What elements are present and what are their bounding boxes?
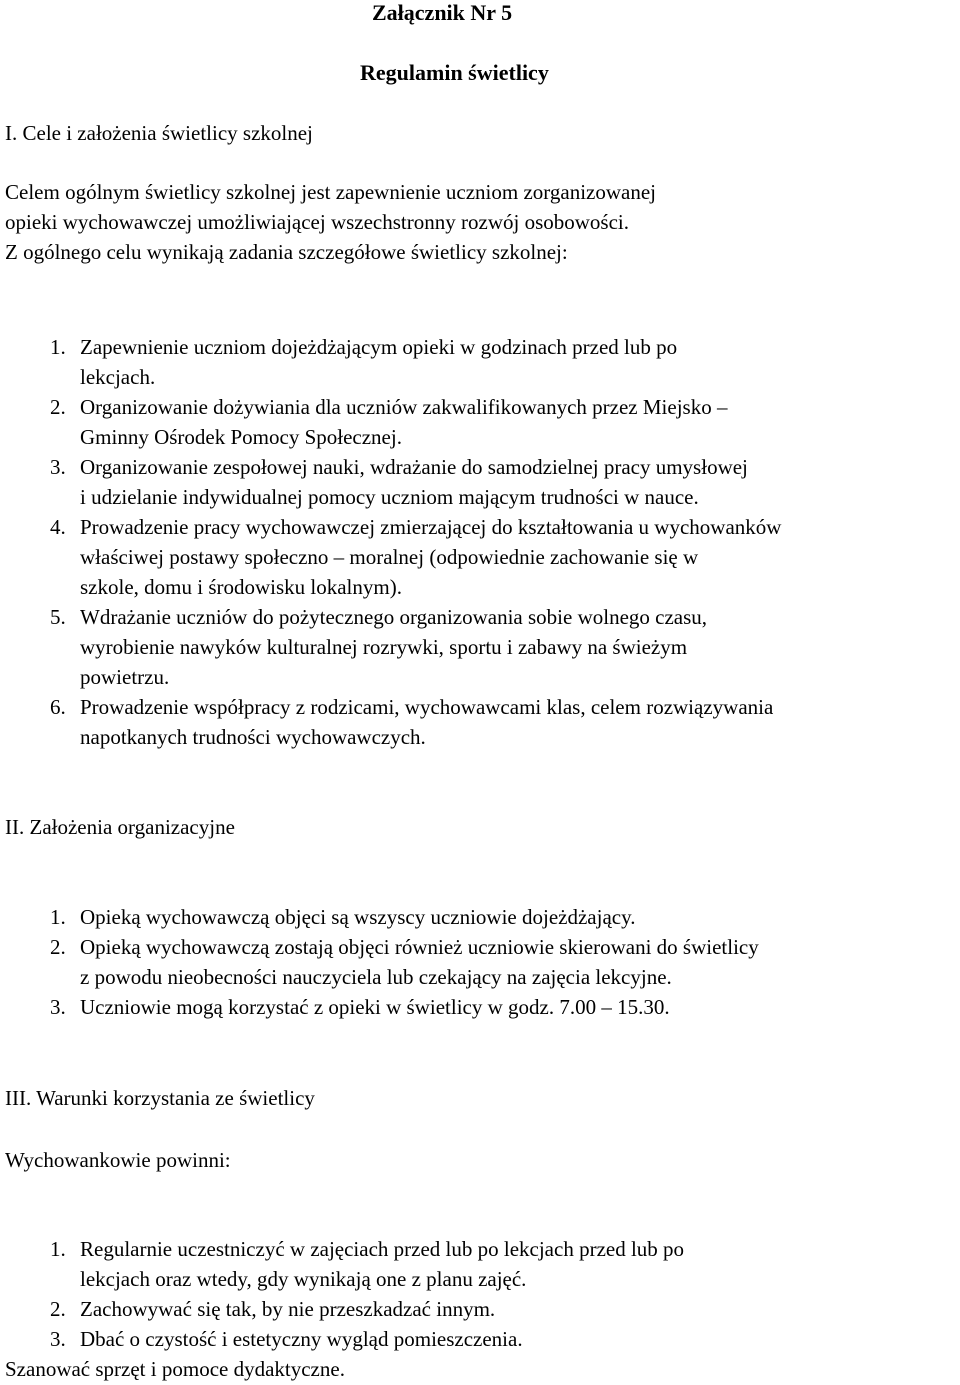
item-number: 4. — [50, 515, 66, 539]
trailing-line: Szanować sprzęt i pomoce dydaktyczne. — [5, 1357, 345, 1381]
intro-line: opieki wychowawczej umożliwiającej wszechstronny rozwój osobowości. — [5, 210, 629, 234]
list-item — [50, 1234, 684, 1294]
list-item — [50, 602, 781, 692]
item-number: 3. — [50, 1327, 66, 1351]
item-line: Opieką wychowawczą objęci są wszyscy uczniowie dojeżdżający. — [80, 905, 636, 929]
list-item — [50, 512, 781, 602]
item-line: Wdrażanie uczniów do pożytecznego organizowania sobie wolnego czasu, — [80, 605, 708, 629]
section-1-intro — [5, 177, 656, 267]
item-line: właściwej postawy społeczno – moralnej (odpowiednie zachowanie się w — [80, 545, 699, 569]
item-line: Organizowanie dożywiania dla uczniów zakwalifikowanych przez Miejsko – — [80, 395, 728, 419]
item-number: 2. — [50, 1297, 66, 1321]
item-line: i udzielanie indywidualnej pomocy uczniom mającym trudności w nauce. — [80, 485, 699, 509]
list-item — [50, 902, 759, 932]
item-line: Zachowywać się tak, by nie przeszkadzać innym. — [80, 1297, 496, 1321]
item-line: lekcjach. — [80, 365, 156, 389]
section-1-list — [50, 332, 781, 752]
document-title: Regulamin świetlicy — [360, 60, 549, 85]
list-item — [50, 1294, 684, 1324]
item-line: Opieką wychowawczą zostają objęci również uczniowie skierowani do świetlicy — [80, 935, 759, 959]
item-line: Regularnie uczestniczyć w zajęciach przed lub po lekcjach przed lub po — [80, 1237, 685, 1261]
list-item — [50, 992, 759, 1022]
item-line: z powodu nieobecności nauczyciela lub czekający na zajęcia lekcyjne. — [80, 965, 672, 989]
item-number: 1. — [50, 335, 66, 359]
item-number: 2. — [50, 935, 66, 959]
item-line: lekcjach oraz wtedy, gdy wynikają one z planu zajęć. — [80, 1267, 527, 1291]
item-number: 2. — [50, 395, 66, 419]
item-number: 1. — [50, 905, 66, 929]
item-number: 5. — [50, 605, 66, 629]
section-1-heading: I. Cele i założenia świetlicy szkolnej — [5, 121, 313, 145]
list-item — [50, 332, 781, 392]
item-line: szkole, domu i środowisku lokalnym). — [80, 575, 402, 599]
item-number: 6. — [50, 695, 66, 719]
list-item — [50, 1324, 684, 1354]
intro-line: Z ogólnego celu wynikają zadania szczegółowe świetlicy szkolnej: — [5, 240, 568, 264]
list-item — [50, 692, 781, 752]
annex-label: Załącznik Nr 5 — [372, 0, 513, 25]
list-item — [50, 932, 759, 992]
item-number: 3. — [50, 995, 66, 1019]
list-item — [50, 452, 781, 512]
item-line: wyrobienie nawyków kulturalnej rozrywki, sportu i zabawy na świeżym — [80, 635, 688, 659]
item-line: napotkanych trudności wychowawczych. — [80, 725, 426, 749]
section-2-list — [50, 902, 759, 1022]
item-line: Prowadzenie współpracy z rodzicami, wychowawcami klas, celem rozwiązywania — [80, 695, 774, 719]
item-number: 3. — [50, 455, 66, 479]
section-2-heading: II. Założenia organizacyjne — [5, 815, 235, 839]
section-3-heading: III. Warunki korzystania ze świetlicy — [5, 1086, 315, 1110]
item-line: Zapewnienie uczniom dojeżdżającym opieki w godzinach przed lub po — [80, 335, 678, 359]
section-3-subheading: Wychowankowie powinni: — [5, 1148, 231, 1172]
item-number: 1. — [50, 1237, 66, 1261]
item-line: Uczniowie mogą korzystać z opieki w świetlicy w godz. 7.00 – 15.30. — [80, 995, 670, 1019]
item-line: Prowadzenie pracy wychowawczej zmierzającej do kształtowania u wychowanków — [80, 515, 782, 539]
item-line: Organizowanie zespołowej nauki, wdrażanie do samodzielnej pracy umysłowej — [80, 455, 748, 479]
item-line: powietrzu. — [80, 665, 170, 689]
list-item — [50, 392, 781, 452]
item-line: Gminny Ośrodek Pomocy Społecznej. — [80, 425, 402, 449]
intro-line: Celem ogólnym świetlicy szkolnej jest zapewnienie uczniom zorganizowanej — [5, 180, 656, 204]
item-line: Dbać o czystość i estetyczny wygląd pomieszczenia. — [80, 1327, 523, 1351]
section-3-list — [50, 1234, 684, 1354]
